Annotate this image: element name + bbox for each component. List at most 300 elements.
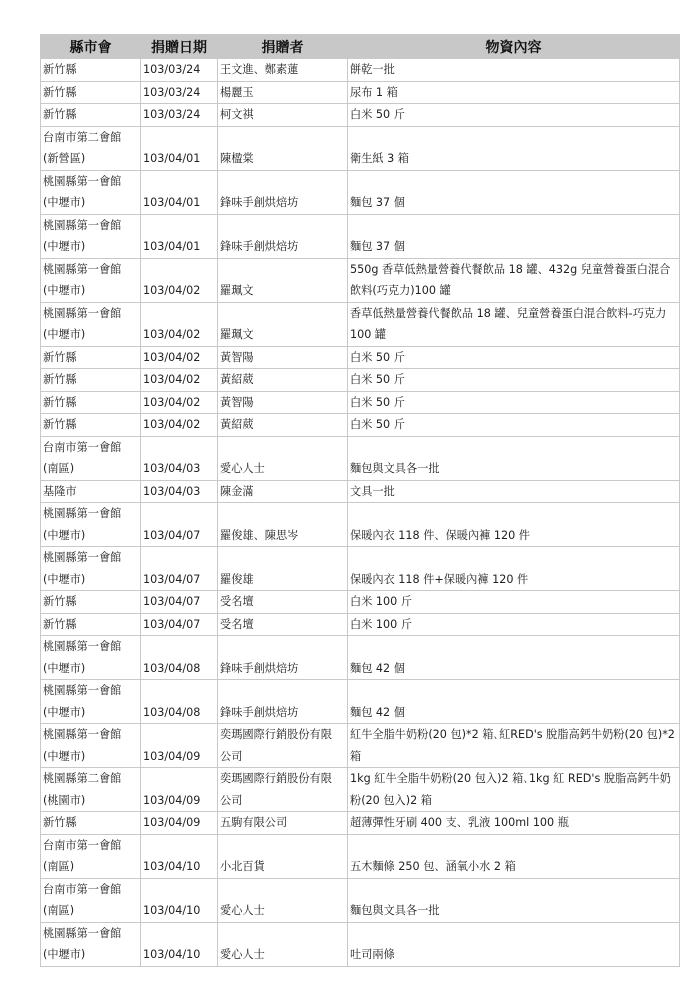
date-cell <box>141 591 218 614</box>
donor-cell <box>218 391 348 414</box>
items-cell-line: 100 罐 <box>350 328 387 341</box>
donor-cell <box>218 369 348 392</box>
date-cell <box>141 436 218 480</box>
items-cell <box>348 59 680 82</box>
items-cell-line: 保暖內衣 118 件、保暖內褲 120 件 <box>350 528 530 542</box>
date-cell <box>141 613 218 636</box>
donor-cell <box>218 922 348 966</box>
items-cell <box>348 346 680 369</box>
date-cell-text: 103/04/07 <box>143 572 201 586</box>
date-cell-text: 103/04/01 <box>143 196 201 209</box>
donor-cell-line: 黃紹葳 <box>220 373 254 386</box>
county-cell <box>41 391 141 414</box>
items-cell-line: 尿布 1 箱 <box>350 85 398 99</box>
date-cell <box>141 878 218 922</box>
county-cell-line: 桃園縣第一會館 <box>43 262 122 276</box>
items-cell <box>348 302 680 346</box>
donor-cell-line: 愛心人士 <box>220 462 265 475</box>
line-spacer <box>220 547 345 569</box>
donor-cell-line: 愛心人士 <box>220 948 265 961</box>
donor-cell <box>218 878 348 922</box>
county-cell-line: (南區) <box>43 462 75 475</box>
county-cell-line: (中壢市) <box>43 948 86 961</box>
county-cell-line: 新竹縣 <box>43 63 77 76</box>
donor-cell <box>218 680 348 724</box>
date-cell <box>141 126 218 170</box>
county-cell <box>41 922 141 966</box>
county-cell-line: 桃園縣第一會館 <box>43 306 122 320</box>
county-cell-line: (中壢市) <box>43 749 86 763</box>
table-row <box>41 170 680 214</box>
date-cell <box>141 81 218 104</box>
date-cell <box>141 302 218 346</box>
county-cell-line: (中壢市) <box>43 240 86 253</box>
items-cell <box>348 414 680 437</box>
county-cell-line: 新竹縣 <box>43 418 77 431</box>
table-row <box>41 834 680 878</box>
items-cell-line: 白米 50 斤 <box>350 350 405 364</box>
table-row <box>41 878 680 922</box>
donor-cell <box>218 258 348 302</box>
line-spacer <box>350 503 677 525</box>
table-row <box>41 414 680 437</box>
items-cell-line: 五木麵條 250 包、涵氧小水 2 箱 <box>350 860 516 873</box>
date-cell <box>141 59 218 82</box>
date-cell-text: 103/03/24 <box>143 63 201 76</box>
county-cell <box>41 126 141 170</box>
county-cell <box>41 613 141 636</box>
county-cell <box>41 834 141 878</box>
table-row <box>41 591 680 614</box>
table-row <box>41 302 680 346</box>
donor-cell <box>218 302 348 346</box>
date-cell-text: 103/04/10 <box>143 860 201 873</box>
items-cell-line: 吐司兩條 <box>350 948 395 961</box>
items-cell-line: 紅牛全脂牛奶粉(20 包)*2 箱､紅RED's 脫脂高鈣牛奶粉(20 包)*2 <box>350 728 675 741</box>
header-donor: 捐贈者 <box>218 35 348 59</box>
county-cell <box>41 104 141 127</box>
line-spacer <box>143 215 215 237</box>
items-cell-line: 白米 50 斤 <box>350 373 405 386</box>
donor-cell-line: 陳金滿 <box>220 484 254 498</box>
date-cell <box>141 680 218 724</box>
date-cell-text: 103/04/01 <box>143 240 201 253</box>
donor-cell <box>218 812 348 835</box>
county-cell-line: 桃園縣第一會館 <box>43 551 122 564</box>
table-row <box>41 59 680 82</box>
items-cell <box>348 170 680 214</box>
line-spacer <box>350 547 677 569</box>
line-spacer <box>143 171 215 193</box>
items-cell-line: 箱 <box>350 749 362 763</box>
line-spacer <box>143 636 215 658</box>
items-cell-line: 白米 100 斤 <box>350 617 413 631</box>
county-cell-line: 新竹縣 <box>43 395 77 409</box>
items-cell <box>348 724 680 768</box>
county-cell-line: 基隆市 <box>43 484 77 498</box>
items-cell <box>348 878 680 922</box>
table-row <box>41 81 680 104</box>
donor-cell-line: 鋒味手創烘焙坊 <box>220 196 299 209</box>
table-row <box>41 104 680 127</box>
date-cell-text: 103/04/09 <box>143 749 201 763</box>
items-cell <box>348 258 680 302</box>
donor-cell-line: 黃智陽 <box>220 350 254 364</box>
date-cell <box>141 768 218 812</box>
date-cell-text: 103/04/02 <box>143 328 201 341</box>
donor-cell-line: 奕瑪國際行銷股份有限 <box>220 728 332 741</box>
date-cell-text: 103/04/07 <box>143 595 201 608</box>
items-cell-line: 白米 50 斤 <box>350 108 405 121</box>
table-row <box>41 636 680 680</box>
date-cell <box>141 636 218 680</box>
items-cell-line: 麵包 42 個 <box>350 661 405 675</box>
date-cell <box>141 258 218 302</box>
table-row <box>41 436 680 480</box>
items-cell <box>348 591 680 614</box>
county-cell-line: (中壢市) <box>43 528 86 542</box>
date-cell <box>141 104 218 127</box>
date-cell <box>141 812 218 835</box>
items-cell <box>348 922 680 966</box>
county-cell-line: 台南市第一會館 <box>43 882 122 896</box>
line-spacer <box>220 437 345 459</box>
items-cell-line: 麵包 42 個 <box>350 705 405 719</box>
donor-cell <box>218 724 348 768</box>
line-spacer <box>350 879 677 901</box>
table-row <box>41 680 680 724</box>
items-cell <box>348 503 680 547</box>
county-cell-line: 桃園縣第一會館 <box>43 926 122 940</box>
items-cell <box>348 214 680 258</box>
line-spacer <box>220 215 345 237</box>
table-body <box>41 59 680 967</box>
county-cell <box>41 214 141 258</box>
county-cell-line: (中壢市) <box>43 284 86 297</box>
table-row <box>41 613 680 636</box>
line-spacer <box>143 437 215 459</box>
items-cell-line: 麵包與文具各一批 <box>350 904 440 917</box>
items-cell-line: 香草低熱量營養代餐飲品 18 罐、兒童營養蛋白混合飲料-巧克力 <box>350 306 667 320</box>
line-spacer <box>220 259 345 281</box>
table-row <box>41 503 680 547</box>
county-cell-line: (南區) <box>43 860 75 873</box>
line-spacer <box>143 127 215 149</box>
county-cell-line: 台南市第一會館 <box>43 838 122 852</box>
table-row <box>41 369 680 392</box>
line-spacer <box>220 171 345 193</box>
items-cell-line: 白米 100 斤 <box>350 595 413 608</box>
date-cell <box>141 346 218 369</box>
line-spacer <box>143 259 215 281</box>
county-cell <box>41 812 141 835</box>
items-cell <box>348 436 680 480</box>
items-cell <box>348 480 680 503</box>
line-spacer <box>143 768 215 790</box>
line-spacer <box>350 127 677 149</box>
donor-cell-line: 羅俊雄、陳思岑 <box>220 528 299 542</box>
county-cell <box>41 680 141 724</box>
donor-cell <box>218 170 348 214</box>
items-cell <box>348 126 680 170</box>
date-cell-text: 103/04/09 <box>143 816 201 829</box>
table-row <box>41 391 680 414</box>
date-cell <box>141 369 218 392</box>
donor-cell <box>218 503 348 547</box>
items-cell-line: 白米 50 斤 <box>350 418 405 431</box>
items-cell <box>348 391 680 414</box>
line-spacer <box>220 303 345 325</box>
items-cell-line: 白米 50 斤 <box>350 395 405 409</box>
county-cell-line: 新竹縣 <box>43 373 77 386</box>
table-row <box>41 346 680 369</box>
table-row <box>41 258 680 302</box>
line-spacer <box>143 680 215 702</box>
county-cell-line: 桃園縣第一會館 <box>43 640 122 653</box>
header-county: 縣市會 <box>41 35 141 59</box>
county-cell <box>41 81 141 104</box>
county-cell <box>41 768 141 812</box>
county-cell <box>41 436 141 480</box>
county-cell <box>41 414 141 437</box>
line-spacer <box>220 923 345 945</box>
header-date: 捐贈日期 <box>141 35 218 59</box>
date-cell <box>141 834 218 878</box>
date-cell-text: 103/04/10 <box>143 904 201 917</box>
donor-cell-line: 奕瑪國際行銷股份有限 <box>220 772 332 785</box>
line-spacer <box>220 503 345 525</box>
line-spacer <box>350 835 677 857</box>
county-cell <box>41 346 141 369</box>
date-cell-text: 103/04/03 <box>143 462 201 475</box>
date-cell <box>141 724 218 768</box>
donor-cell <box>218 480 348 503</box>
line-spacer <box>220 879 345 901</box>
table-row <box>41 724 680 768</box>
table-row <box>41 547 680 591</box>
table-row <box>41 922 680 966</box>
document-page <box>40 34 679 967</box>
donor-cell-line: 楊麗玉 <box>220 85 254 99</box>
date-cell-text: 103/04/02 <box>143 350 201 364</box>
line-spacer <box>143 835 215 857</box>
items-cell <box>348 547 680 591</box>
line-spacer <box>350 923 677 945</box>
county-cell <box>41 591 141 614</box>
items-cell-line: 保暖內衣 118 件+保暖內褲 120 件 <box>350 572 529 586</box>
date-cell <box>141 414 218 437</box>
date-cell-text: 103/04/10 <box>143 948 201 961</box>
donor-cell-line: 柯文祺 <box>220 108 254 121</box>
items-cell-line: 飲料(巧克力)100 罐 <box>350 284 451 297</box>
items-cell <box>348 680 680 724</box>
county-cell-line: (中壢市) <box>43 705 86 719</box>
items-cell <box>348 104 680 127</box>
items-cell <box>348 834 680 878</box>
donor-cell <box>218 346 348 369</box>
date-cell-text: 103/04/02 <box>143 284 201 297</box>
county-cell-line: 新竹縣 <box>43 108 77 121</box>
donor-cell <box>218 834 348 878</box>
line-spacer <box>220 636 345 658</box>
donor-cell <box>218 81 348 104</box>
donor-cell-line: 愛心人士 <box>220 904 265 917</box>
donor-cell <box>218 436 348 480</box>
county-cell-line: (南區) <box>43 904 75 917</box>
table-row <box>41 214 680 258</box>
date-cell <box>141 214 218 258</box>
donation-table <box>40 34 680 967</box>
county-cell-line: 台南市第一會館 <box>43 440 122 454</box>
items-cell-line: 550g 香草低熱量營養代餐飲品 18 罐、432g 兒童營養蛋白混合 <box>350 262 671 276</box>
date-cell-text: 103/03/24 <box>143 85 201 99</box>
date-cell-text: 103/04/02 <box>143 395 201 409</box>
county-cell <box>41 724 141 768</box>
date-cell-text: 103/04/01 <box>143 152 201 165</box>
county-cell-line: 新竹縣 <box>43 85 77 99</box>
county-cell-line: 新竹縣 <box>43 617 77 631</box>
county-cell-line: 桃園縣第一會館 <box>43 684 122 697</box>
items-cell <box>348 81 680 104</box>
line-spacer <box>220 835 345 857</box>
donor-cell-line: 小北百貨 <box>220 860 265 873</box>
county-cell-line: (桃園市) <box>43 793 86 807</box>
header-items: 物資內容 <box>348 35 680 59</box>
county-cell <box>41 369 141 392</box>
county-cell <box>41 503 141 547</box>
county-cell-line: (中壢市) <box>43 661 86 675</box>
line-spacer <box>220 127 345 149</box>
line-spacer <box>350 171 677 193</box>
donor-cell <box>218 591 348 614</box>
county-cell <box>41 547 141 591</box>
line-spacer <box>143 547 215 569</box>
donor-cell <box>218 636 348 680</box>
items-cell-line: 麵包 37 個 <box>350 240 405 253</box>
items-cell <box>348 636 680 680</box>
donor-cell-line: 羅俊雄 <box>220 572 254 586</box>
table-row <box>41 480 680 503</box>
date-cell <box>141 922 218 966</box>
date-cell-text: 103/04/08 <box>143 661 201 675</box>
items-cell-line: 1kg 紅牛全脂牛奶粉(20 包入)2 箱､1kg 紅 RED's 脫脂高鈣牛奶 <box>350 772 671 785</box>
date-cell-text: 103/04/07 <box>143 528 201 542</box>
date-cell <box>141 547 218 591</box>
county-cell <box>41 480 141 503</box>
items-cell <box>348 812 680 835</box>
donor-cell-line: 羅珮文 <box>220 284 254 297</box>
date-cell-text: 103/04/02 <box>143 373 201 386</box>
donor-cell <box>218 214 348 258</box>
date-cell-text: 103/04/07 <box>143 617 201 631</box>
date-cell <box>141 170 218 214</box>
line-spacer <box>143 923 215 945</box>
county-cell-line: (中壢市) <box>43 196 86 209</box>
items-cell-line: 衛生紙 3 箱 <box>350 152 409 165</box>
line-spacer <box>143 724 215 746</box>
date-cell-text: 103/04/09 <box>143 793 201 807</box>
donor-cell <box>218 414 348 437</box>
line-spacer <box>350 437 677 459</box>
table-row <box>41 768 680 812</box>
date-cell-text: 103/04/02 <box>143 418 201 431</box>
date-cell <box>141 503 218 547</box>
line-spacer <box>143 303 215 325</box>
county-cell-line: 新竹縣 <box>43 595 77 608</box>
county-cell <box>41 878 141 922</box>
items-cell <box>348 613 680 636</box>
date-cell-text: 103/03/24 <box>143 108 201 121</box>
donor-cell-line: 公司 <box>220 749 243 763</box>
line-spacer <box>220 680 345 702</box>
county-cell-line: 桃園縣第二會館 <box>43 772 122 785</box>
items-cell-line: 餅乾一批 <box>350 63 395 76</box>
county-cell-line: 桃園縣第一會館 <box>43 218 122 232</box>
county-cell-line: (新營區) <box>43 152 86 165</box>
donor-cell <box>218 547 348 591</box>
items-cell-line: 超薄彈性牙刷 400 支、乳液 100ml 100 瓶 <box>350 816 569 829</box>
date-cell <box>141 480 218 503</box>
county-cell-line: 台南市第二會館 <box>43 130 122 144</box>
donor-cell-line: 陳楹棠 <box>220 152 254 165</box>
county-cell <box>41 170 141 214</box>
items-cell <box>348 369 680 392</box>
donor-cell-line: 黃紹葳 <box>220 418 254 431</box>
county-cell-line: (中壢市) <box>43 328 86 341</box>
line-spacer <box>350 680 677 702</box>
county-cell-line: 桃園縣第一會館 <box>43 174 122 188</box>
donor-cell-line: 王文進、鄭素蓮 <box>220 63 299 76</box>
county-cell <box>41 258 141 302</box>
items-cell-line: 文具一批 <box>350 484 395 498</box>
county-cell-line: 新竹縣 <box>43 816 77 829</box>
table-row <box>41 126 680 170</box>
items-cell-line: 麵包 37 個 <box>350 196 405 209</box>
donor-cell <box>218 126 348 170</box>
line-spacer <box>143 503 215 525</box>
donor-cell <box>218 768 348 812</box>
items-cell <box>348 768 680 812</box>
donor-cell <box>218 59 348 82</box>
donor-cell-line: 鋒味手創烘焙坊 <box>220 705 299 719</box>
county-cell-line: 桃園縣第一會館 <box>43 507 122 520</box>
date-cell <box>141 391 218 414</box>
line-spacer <box>350 636 677 658</box>
donor-cell-line: 五駒有限公司 <box>220 816 288 829</box>
county-cell <box>41 302 141 346</box>
donor-cell-line: 鋒味手創烘焙坊 <box>220 661 299 675</box>
donor-cell-line: 黃智陽 <box>220 395 254 409</box>
county-cell <box>41 59 141 82</box>
county-cell-line: 新竹縣 <box>43 350 77 364</box>
donor-cell-line: 受名壇 <box>220 595 254 608</box>
items-cell-line: 麵包與文具各一批 <box>350 462 440 475</box>
items-cell-line: 粉(20 包入)2 箱 <box>350 793 432 807</box>
line-spacer <box>350 215 677 237</box>
line-spacer <box>143 879 215 901</box>
table-row <box>41 812 680 835</box>
donor-cell-line: 鋒味手創烘焙坊 <box>220 240 299 253</box>
county-cell-line: 桃園縣第一會館 <box>43 728 122 741</box>
donor-cell <box>218 613 348 636</box>
county-cell-line: (中壢市) <box>43 572 86 586</box>
donor-cell <box>218 104 348 127</box>
donor-cell-line: 公司 <box>220 793 243 807</box>
county-cell <box>41 636 141 680</box>
date-cell-text: 103/04/08 <box>143 705 201 719</box>
donor-cell-line: 羅珮文 <box>220 328 254 341</box>
donor-cell-line: 受名壇 <box>220 617 254 631</box>
